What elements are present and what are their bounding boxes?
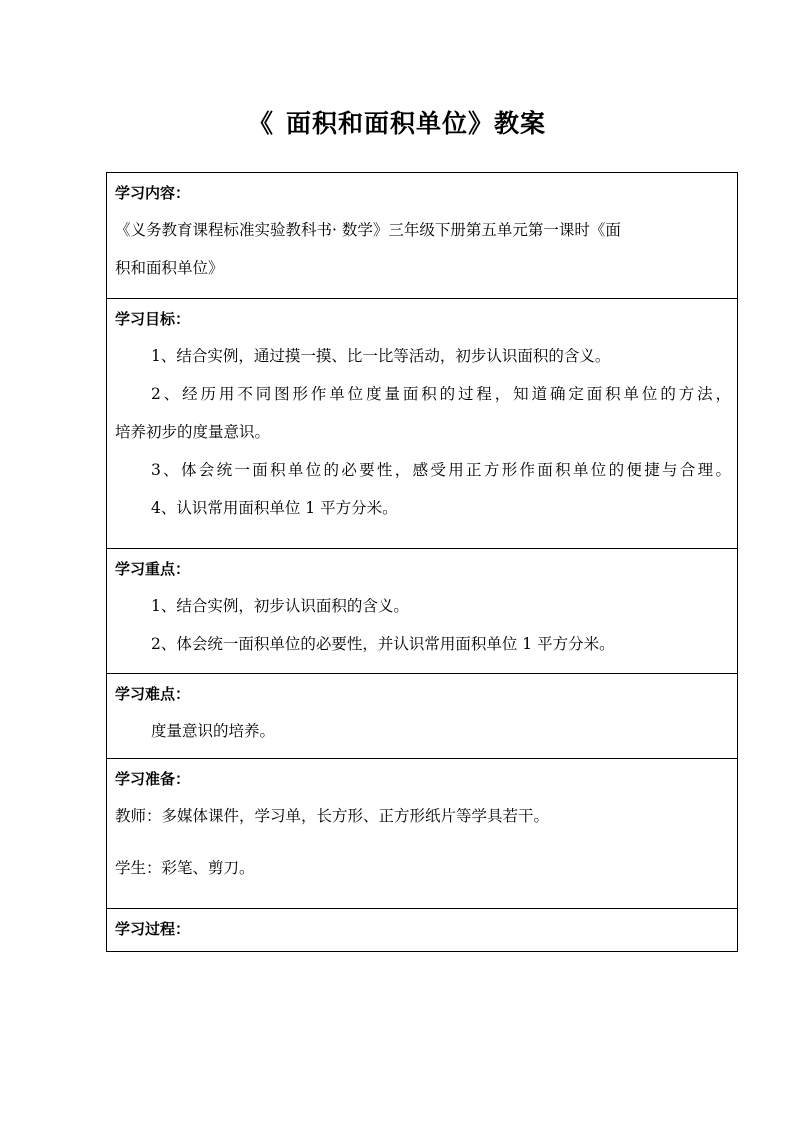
title-text: 面积和面积单位》教案 xyxy=(286,109,547,138)
content-line: 积和面积单位》 xyxy=(115,259,224,277)
section-key-points xyxy=(107,549,737,674)
section-heading: 学习目标： xyxy=(115,310,191,328)
section-learning-goals xyxy=(107,299,737,549)
content-line: 《义务教育课程标准实验教科书· 数学》三年级下册第五单元第一课时《面 xyxy=(115,221,621,239)
prep-student: 学生：彩笔、剪刀。 xyxy=(115,859,255,877)
focus-item: 2、体会统一面积单位的必要性，并认识常用面积单位 1 平方分米。 xyxy=(151,635,615,653)
section-process xyxy=(107,909,737,951)
difficulty-item: 度量意识的培养。 xyxy=(151,722,276,740)
prep-teacher: 教师：多媒体课件，学习单，长方形、正方形纸片等学具若干。 xyxy=(115,807,550,825)
section-heading: 学习难点： xyxy=(115,685,191,703)
goal-item: 4、认识常用面积单位 1 平方分米。 xyxy=(151,499,398,517)
goal-item: 2、经历用不同图形作单位度量面积的过程，知道确定面积单位的方法， xyxy=(151,385,731,403)
section-difficulties xyxy=(107,674,737,759)
lesson-plan-table xyxy=(106,172,738,952)
section-heading: 学习内容： xyxy=(115,184,191,202)
section-preparation xyxy=(107,759,737,909)
goal-item-continued: 培养初步的度量意识。 xyxy=(115,423,271,441)
section-heading: 学习过程： xyxy=(115,920,191,938)
document-title xyxy=(0,106,794,142)
goal-item: 1、结合实例，通过摸一摸、比一比等活动，初步认识面积的含义。 xyxy=(151,347,611,365)
section-heading: 学习重点： xyxy=(115,560,191,578)
section-heading: 学习准备： xyxy=(115,770,191,788)
goal-item: 3、体会统一面积单位的必要性，感受用正方形作面积单位的便捷与合理。 xyxy=(151,461,731,479)
focus-item: 1、结合实例，初步认识面积的含义。 xyxy=(151,597,409,615)
section-learning-content xyxy=(107,173,737,299)
title-open-mark: 《 xyxy=(247,109,274,138)
